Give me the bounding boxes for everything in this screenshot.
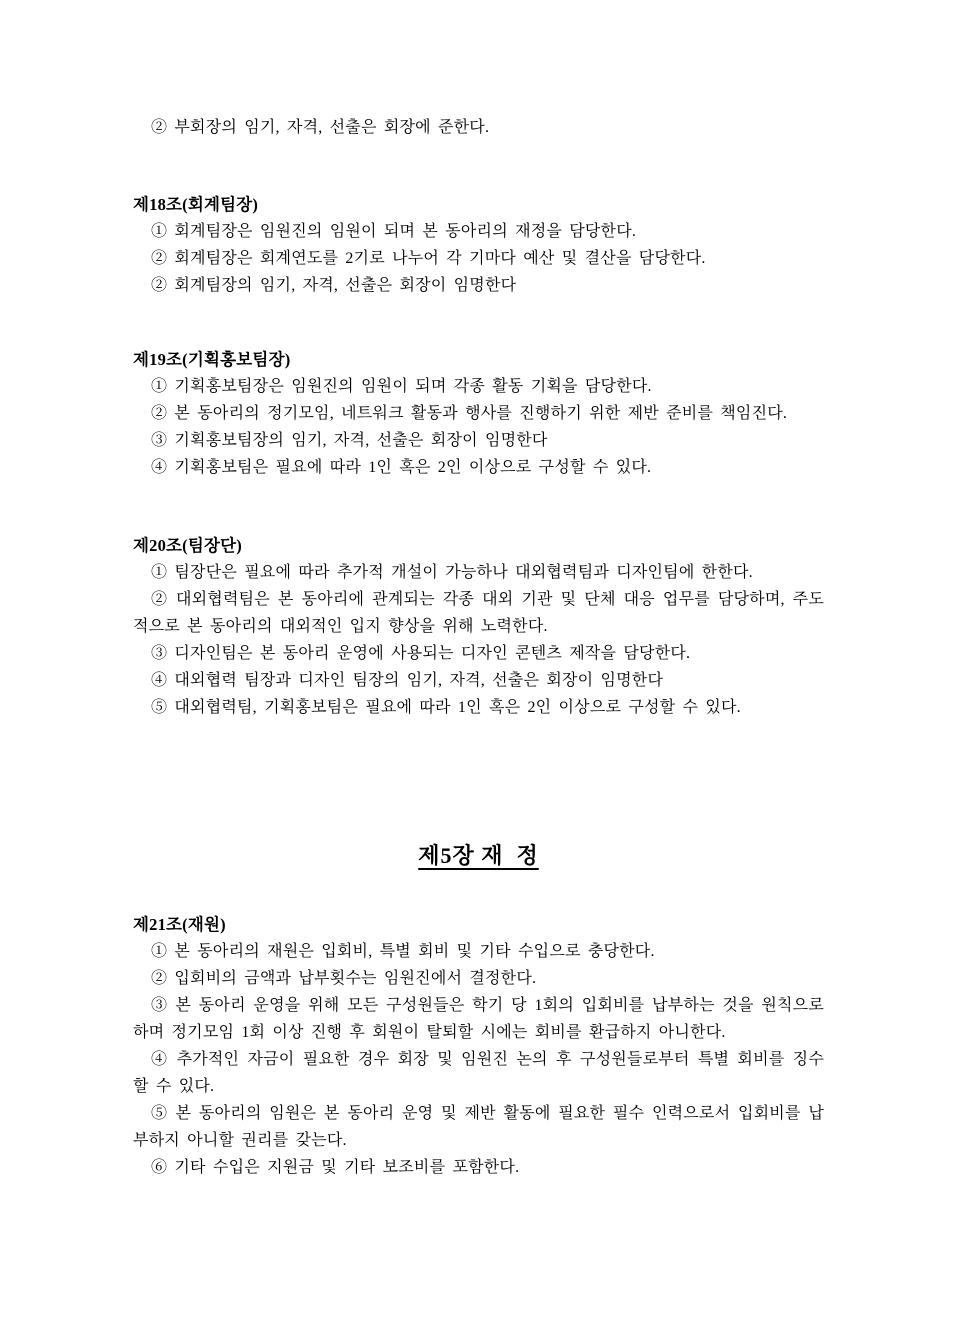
article-18-item-2: ② 회계팀장은 회계연도를 2기로 나누어 각 기마다 예산 및 결산을 담당한다.	[151, 250, 706, 267]
article-21-title: 제21조(재원)	[133, 915, 226, 934]
article-20-section	[133, 532, 824, 721]
article-19-item-1: ① 기획홍보팀장은 임원진의 임원이 되며 각종 활동 기획을 담당한다.	[151, 378, 652, 395]
article-21-item-5: ⑤ 본 동아리의 임원은 본 동아리 운영 및 제반 활동에 필요한 필수 인력으로서 입회비를 납부하지 아니할 권리를 갖는다.	[133, 1105, 824, 1149]
article-20-item-3: ③ 디자인팀은 본 동아리 운영에 사용되는 디자인 콘텐츠 제작을 담당한다.	[151, 645, 691, 662]
article-18-section	[133, 191, 824, 299]
article-21-item-2: ② 입회비의 금액과 납부횟수는 임원진에서 결정한다.	[151, 970, 537, 987]
leading-clause-item: ② 부회장의 임기, 자격, 선출은 회장에 준한다.	[151, 119, 490, 136]
article-19-item-4: ④ 기획홍보팀은 필요에 따라 1인 혹은 2인 이상으로 구성할 수 있다.	[151, 459, 652, 476]
article-18-title: 제18조(회계팀장)	[133, 195, 259, 214]
article-21-item-1: ① 본 동아리의 재원은 입회비, 특별 회비 및 기타 수입으로 충당한다.	[151, 943, 655, 960]
article-21-section	[133, 911, 824, 1181]
article-19-title: 제19조(기획홍보팀장)	[133, 350, 291, 369]
article-19-item-2: ② 본 동아리의 정기모임, 네트워크 활동과 행사를 진행하기 위한 제반 준비를 책임진다.	[151, 405, 788, 422]
article-19-section	[133, 346, 824, 481]
article-18-item-1: ① 회계팀장은 임원진의 임원이 되며 본 동아리의 재정을 담당한다.	[151, 223, 637, 240]
article-18-item-3: ② 회계팀장의 임기, 자격, 선출은 회장이 임명한다	[151, 277, 517, 294]
article-21-item-4: ④ 추가적인 자금이 필요한 경우 회장 및 임원진 논의 후 구성원들로부터 특별 회비를 징수할 수 있다.	[133, 1051, 824, 1095]
article-20-item-2: ② 대외협력팀은 본 동아리에 관계되는 각종 대외 기관 및 단체 대응 업무를 담당하며, 주도적으로 본 동아리의 대외적인 입지 향상을 위해 노력한다.	[133, 591, 824, 635]
article-20-item-5: ⑤ 대외협력팀, 기획홍보팀은 필요에 따라 1인 혹은 2인 이상으로 구성할 수 있다.	[151, 699, 741, 716]
chapter-5-heading: 제5장 재 정	[418, 843, 539, 868]
article-19-item-3: ③ 기획홍보팀장의 임기, 자격, 선출은 회장이 임명한다	[151, 432, 548, 449]
article-20-title: 제20조(팀장단)	[133, 536, 242, 555]
article-21-item-6: ⑥ 기타 수입은 지원금 및 기타 보조비를 포함한다.	[151, 1159, 520, 1176]
article-21-item-3: ③ 본 동아리 운영을 위해 모든 구성원들은 학기 당 1회의 입회비를 납부하는 것을 원칙으로 하며 정기모임 1회 이상 진행 후 회원이 탈퇴할 시에는 회비를 환급하지 아니한다.	[133, 997, 824, 1041]
article-20-item-1: ① 팀장단은 필요에 따라 추가적 개설이 가능하나 대외협력팀과 디자인팀에 한한다.	[151, 564, 753, 581]
article-20-item-4: ④ 대외협력 팀장과 디자인 팀장의 임기, 자격, 선출은 회장이 임명한다	[151, 672, 664, 689]
